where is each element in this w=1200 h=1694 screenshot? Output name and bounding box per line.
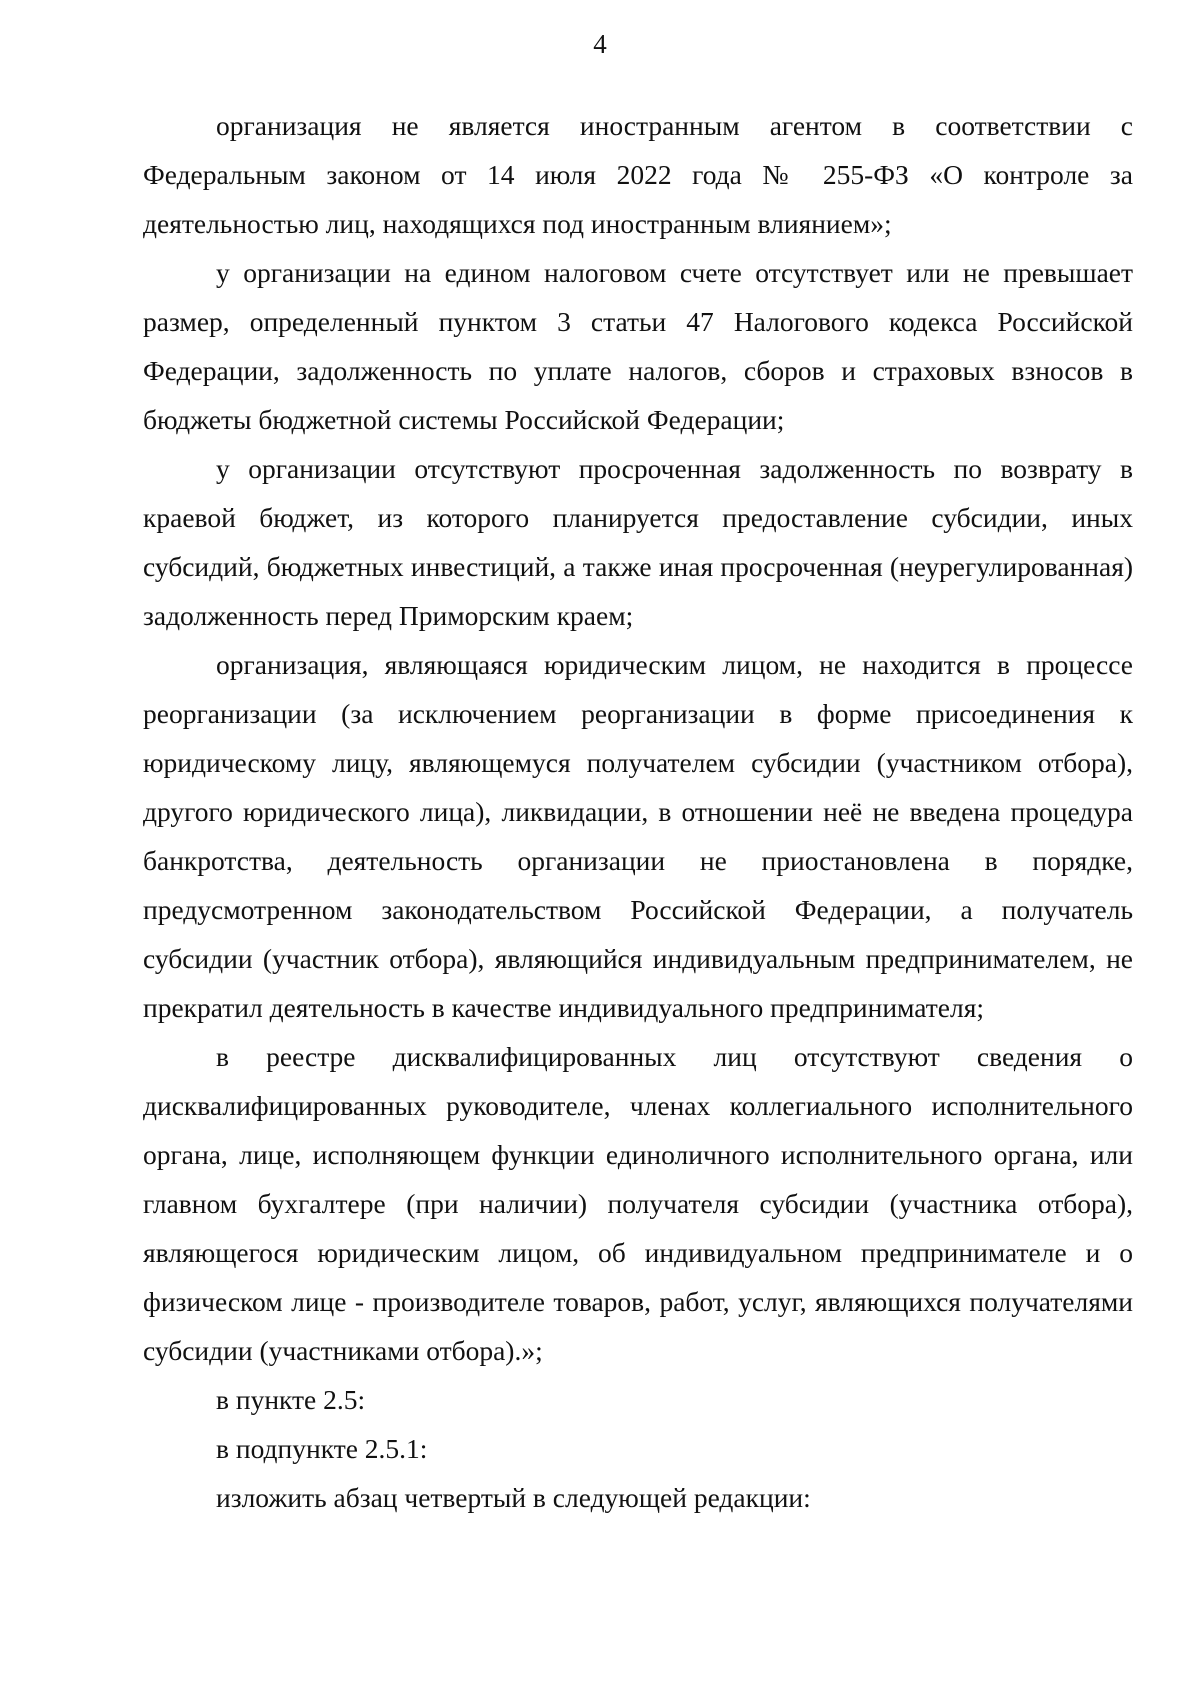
paragraph-foreign-agent: организация не является иностранным агентом в соответствии с Федеральным законом от 14 июля 2022 года № 255-ФЗ «О контроле за деятельностью лиц, находящихся под иностранным влиянием»; <box>143 110 1133 239</box>
page-number: 4 <box>593 29 607 59</box>
paragraph-overdue-debt: у организации отсутствуют просроченная задолженность по возврату в краевой бюджет, из которого планируется предоставление субсидии, иных субсидий, бюджетных инвестиций, а также иная просроченная (неурегулированная) задолженность перед Приморским краем; <box>143 453 1133 631</box>
paragraph-subclause-2-5-1: в подпункте 2.5.1: <box>216 1433 428 1464</box>
paragraph-clause-2-5: в пункте 2.5: <box>216 1384 366 1415</box>
paragraph-disqualified-persons: в реестре дисквалифицированных лиц отсутствуют сведения о дисквалифицированных руководителе, членах коллегиального исполнительного органа, лице, исполняющем функции единоличного исполнительного органа, или главном бухгалтере (при наличии) получателя субсидии (участника отбора), являющегося юридическим лицом, об индивидуальном предпринимателе и о физическом лице - производителе товаров, работ, услуг, являющихся получателями субсидии (участниками отбора).»; <box>143 1041 1133 1366</box>
paragraph-reorganization: организация, являющаяся юридическим лицом, не находится в процессе реорганизации (за исключением реорганизации в форме присоединения к юридическому лицу, являющемуся получателем субсидии (участником отбора), другого юридического лица), ликвидации, в отношении неё не введена процедура банкротства, деятельность организации не приостановлена в порядке, предусмотренном законодательством Российской Федерации, а получатель субсидии (участник отбора), являющийся индивидуальным предпринимателем, не прекратил деятельность в качестве индивидуального предпринимателя; <box>143 649 1133 1023</box>
paragraph-tax-debt: у организации на едином налоговом счете отсутствует или не превышает размер, определенный пунктом 3 статьи 47 Налогового кодекса Российской Федерации, задолженность по уплате налогов, сборов и страховых взносов в бюджеты бюджетной системы Российской Федерации; <box>143 257 1133 435</box>
document-body <box>143 101 1133 1522</box>
paragraph-amendment-instruction: изложить абзац четвертый в следующей редакции: <box>216 1482 811 1513</box>
